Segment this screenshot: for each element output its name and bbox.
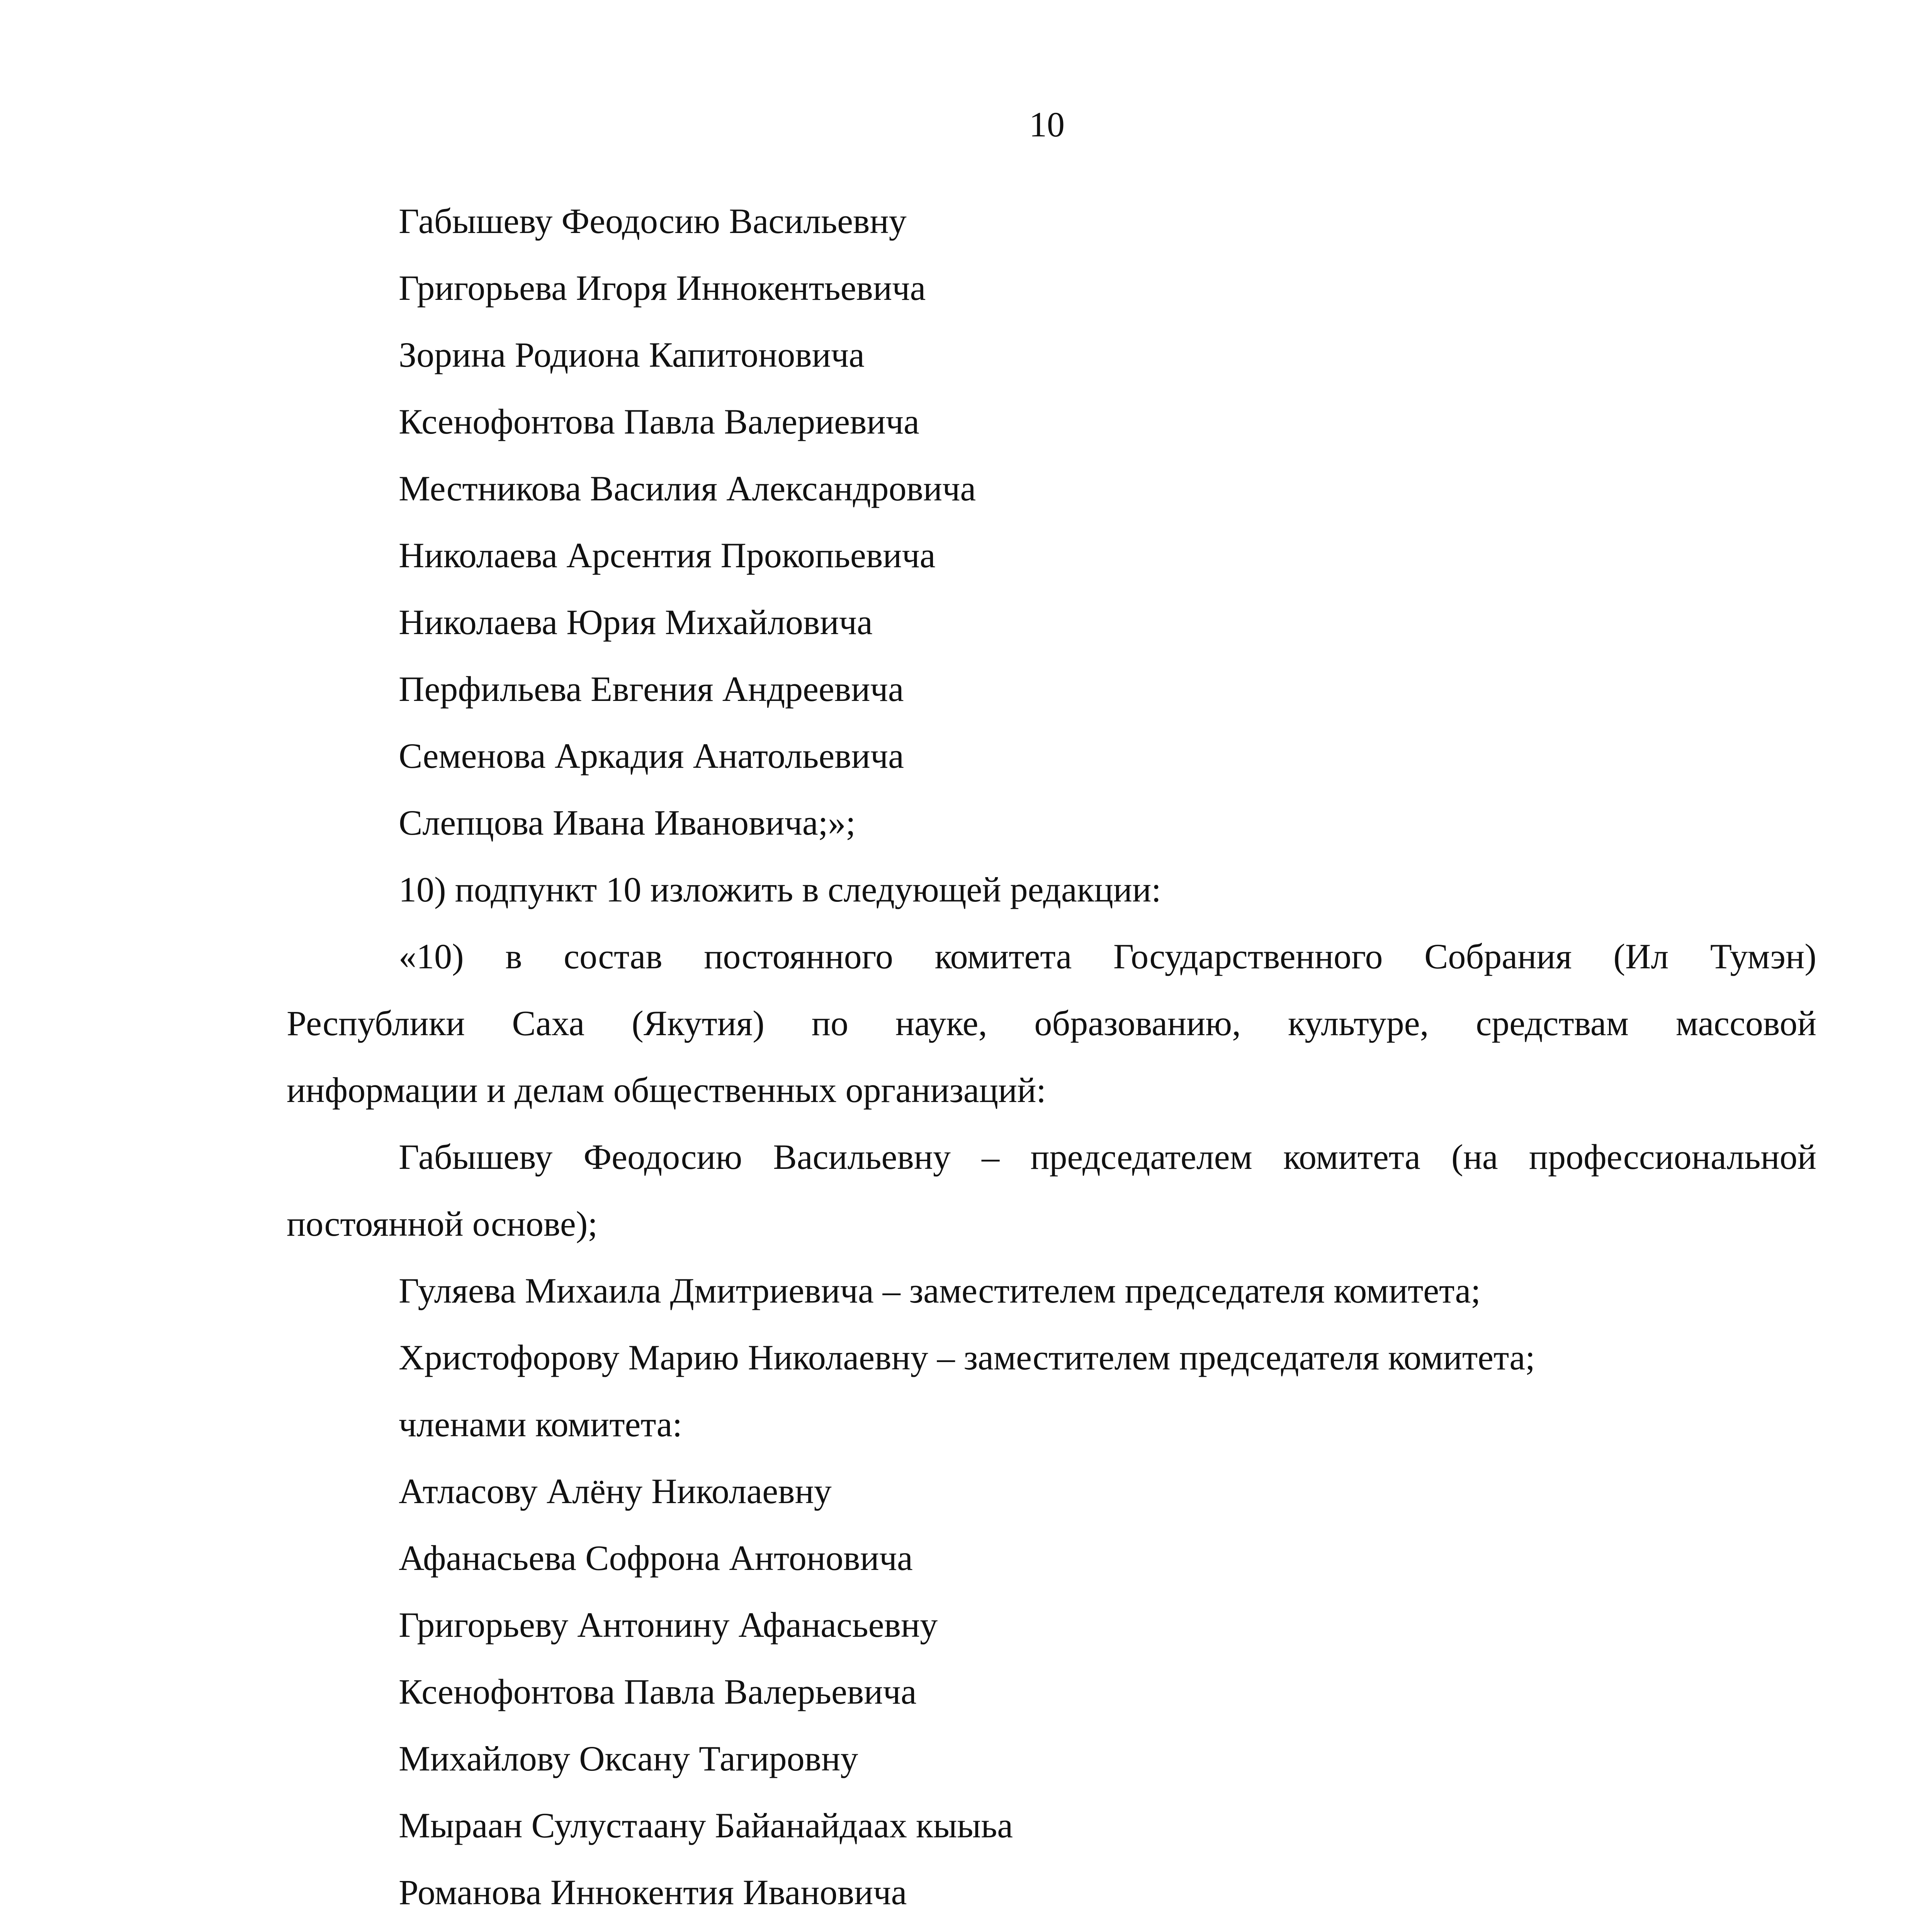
text-line: Зорина Родиона Капитоновича — [399, 335, 865, 374]
text-line: Афанасьева Софрона Антоновича — [399, 1538, 913, 1578]
text-line: членами комитета: — [399, 1405, 683, 1444]
text-line: Николаева Арсентия Прокопьевича — [399, 536, 936, 575]
text-line: Николаева Юрия Михайловича — [399, 602, 873, 642]
text-line: Ксенофонтова Павла Валерьевича — [399, 1672, 917, 1711]
text-line: Республики Саха (Якутия) по науке, образованию, культуре, средствам массовой — [287, 1003, 1816, 1043]
text-line: Михайлову Оксану Тагировну — [399, 1739, 858, 1778]
text-line: Слепцова Ивана Ивановича;»; — [399, 803, 856, 842]
text-line: Семенова Аркадия Анатольевича — [399, 736, 904, 776]
text-line — [287, 1926, 1816, 1932]
text-line: Габышеву Феодосию Васильевну – председателем комитета (на профессиональной — [399, 1137, 1816, 1177]
text-line: Ксенофонтова Павла Валериевича — [399, 402, 919, 441]
text-line: постоянной основе); — [287, 1204, 598, 1243]
text-line: Мыраан Сулустаану Байанайдаах кыыьа — [399, 1806, 1013, 1845]
page-number: 10 — [1029, 105, 1065, 144]
text-line: Григорьеву Антонину Афанасьевну — [399, 1605, 938, 1645]
text-line: информации и делам общественных организаций: — [287, 1070, 1046, 1110]
text-line: Атласову Алёну Николаевну — [399, 1471, 832, 1511]
text-line: 10) подпункт 10 изложить в следующей редакции: — [399, 870, 1161, 909]
document-body — [287, 188, 1816, 1932]
text-line: Габышеву Феодосию Васильевну — [399, 201, 907, 241]
text-line: Романова Иннокентия Ивановича — [399, 1872, 907, 1912]
text-line: Местникова Василия Александровича — [399, 469, 976, 508]
text-line: Христофорову Марию Николаевну – заместителем председателя комитета; — [399, 1338, 1535, 1377]
text-line: Перфильева Евгения Андреевича — [399, 669, 904, 709]
text-line: «10) в состав постоянного комитета Государственного Собрания (Ил Тумэн) — [399, 937, 1816, 976]
text-line: Григорьева Игоря Иннокентьевича — [399, 268, 926, 308]
text-line: Гуляева Михаила Дмитриевича – заместителем председателя комитета; — [399, 1271, 1481, 1310]
